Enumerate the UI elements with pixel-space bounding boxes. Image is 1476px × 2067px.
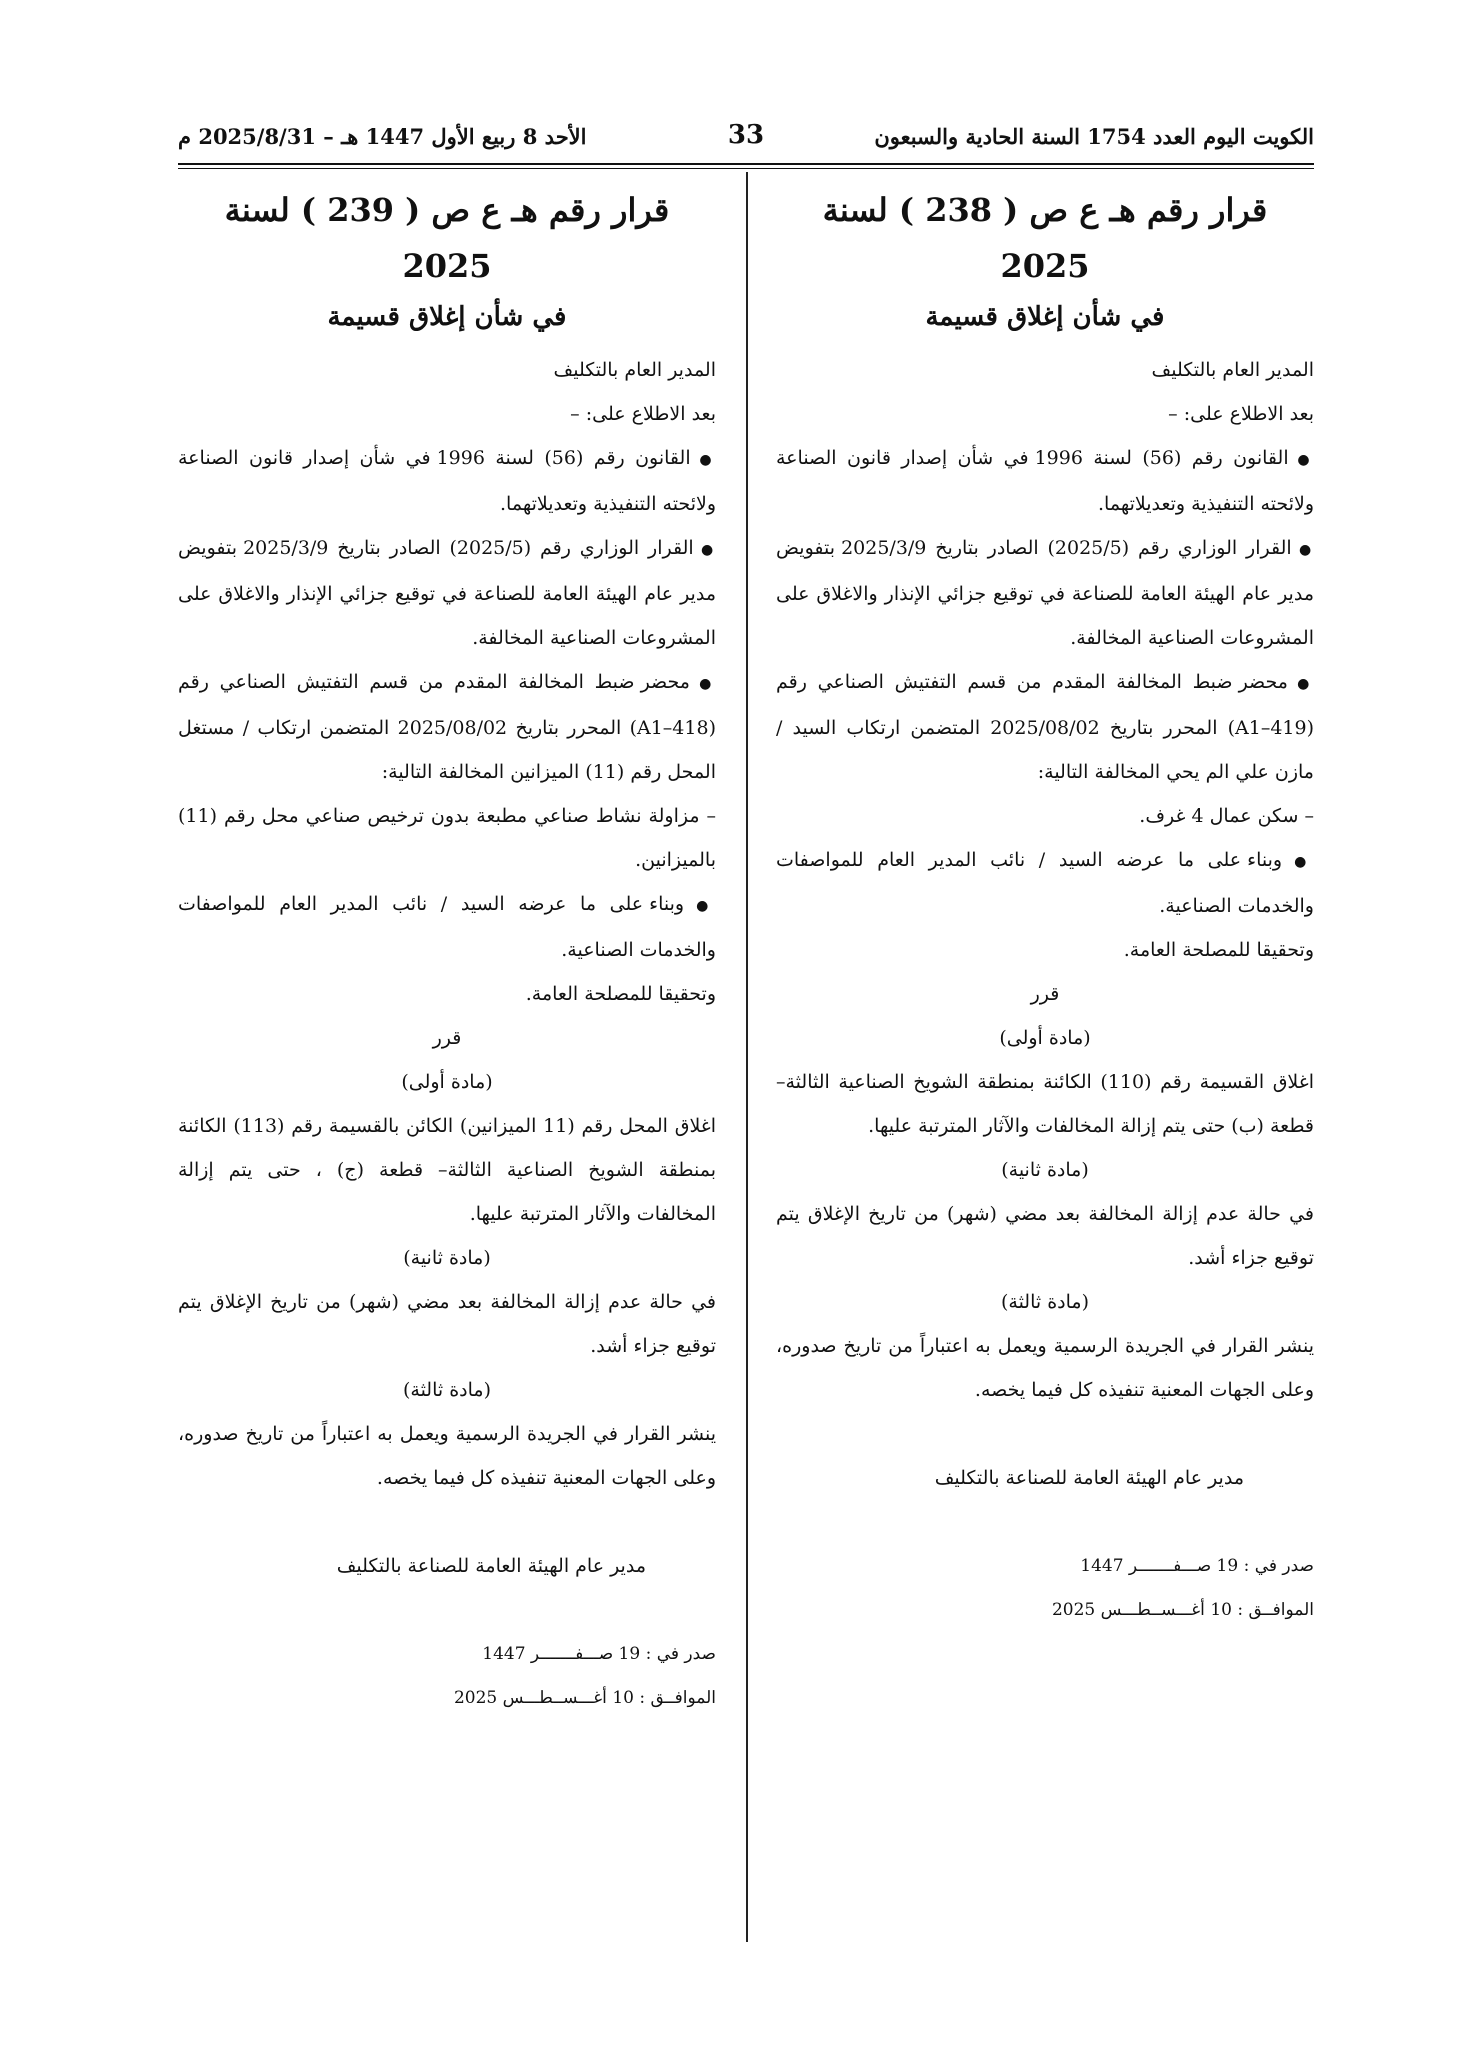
header-date: الأحد 8 ربيع الأول 1447 هـ – 2025/8/31 م xyxy=(178,124,587,149)
decision-238-article-2: في حالة عدم إزالة المخالفة بعد مضي (شهر) من تاريخ الإغلاق يتم توقيع جزاء أشد. xyxy=(776,1203,1314,1269)
page-header xyxy=(178,118,1314,158)
decision-239-corresponding-date: الموافــق : 10 أغـــســطـــس 2025 xyxy=(453,1688,716,1708)
decision-238-corresponding-date: الموافــق : 10 أغـــســطـــس 2025 xyxy=(1051,1600,1314,1620)
header-issue-info: الكويت اليوم العدد 1754 السنة الحادية والسبعون xyxy=(874,124,1314,149)
decision-239-article-2: في حالة عدم إزالة المخالفة بعد مضي (شهر) من تاريخ الإغلاق يتم توقيع جزاء أشد. xyxy=(178,1291,716,1357)
page-number: 33 xyxy=(727,120,765,150)
decision-239-director: المدير العام بالتكليف xyxy=(553,359,716,381)
decision-238-subtitle: في شأن إغلاق قسيمة xyxy=(925,302,1165,332)
decision-239-ministerial: ● القرار الوزاري رقم (2025/5) الصادر بتاريخ 2025/3/9 بتفويض مدير عام الهيئة العامة للصناعة في توقيع جزائي الإنذار والاغلاق على المشروعات الصناعية المخالفة. xyxy=(178,526,716,660)
decision-239-title: قرار رقم هـ ع ص ( 239 ) لسنة 2025 xyxy=(224,191,670,285)
decision-238-issued-date: صدر في : 19 صـــفـــــــر 1447 xyxy=(1080,1556,1314,1576)
decision-238-public-interest: وتحقيقا للمصلحة العامة. xyxy=(1123,939,1314,961)
decision-238-signature: مدير عام الهيئة العامة للصناعة بالتكليف xyxy=(934,1467,1244,1489)
decision-238-column xyxy=(776,178,1314,1632)
decision-239-after-review: بعد الاطلاع على: – xyxy=(570,403,716,425)
decision-239-issued-date: صدر في : 19 صـــفـــــــر 1447 xyxy=(482,1644,716,1664)
decision-239-article-1-heading: (مادة أولى) xyxy=(401,1071,493,1093)
decision-238-title: قرار رقم هـ ع ص ( 238 ) لسنة 2025 xyxy=(822,191,1268,285)
decision-239-deputy: ● وبناء على ما عرضه السيد / نائب المدير العام للمواصفات والخدمات الصناعية. xyxy=(178,882,716,972)
column-divider xyxy=(746,172,748,1942)
decision-238-article-3: ينشر القرار في الجريدة الرسمية ويعمل به اعتباراً من تاريخ صدوره، وعلى الجهات المعنية تنفيذه كل فيما يخصه. xyxy=(776,1335,1314,1401)
header-rule-thin xyxy=(178,168,1314,169)
decision-239-law: ● القانون رقم (56) لسنة 1996 في شأن إصدار قانون الصناعة ولائحته التنفيذية وتعديلاتهما. xyxy=(178,436,716,526)
decision-239-signature: مدير عام الهيئة العامة للصناعة بالتكليف xyxy=(336,1555,646,1577)
decision-238-article-3-heading: (مادة ثالثة) xyxy=(1000,1291,1090,1313)
decision-239-decided: قرر xyxy=(432,1027,462,1049)
decision-238-violation-item: – سكن عمال 4 غرف. xyxy=(1139,805,1314,827)
header-rule-thick xyxy=(178,163,1314,165)
decision-238-ministerial: ● القرار الوزاري رقم (2025/5) الصادر بتاريخ 2025/3/9 بتفويض مدير عام الهيئة العامة للصناعة في توقيع جزائي الإنذار والاغلاق على المشروعات الصناعية المخالفة. xyxy=(776,526,1314,660)
decision-238-decided: قرر xyxy=(1030,983,1060,1005)
decision-239-column xyxy=(178,178,716,1720)
decision-239-public-interest: وتحقيقا للمصلحة العامة. xyxy=(525,983,716,1005)
decision-239-article-1: اغلاق المحل رقم (11 الميزانين) الكائن بالقسيمة رقم (113) الكائنة بمنطقة الشويخ الصناعية الثالثة– قطعة (ج) ، حتى يتم إزالة المخالفات والآثار المترتبة عليها. xyxy=(178,1115,716,1225)
decision-239-article-3: ينشر القرار في الجريدة الرسمية ويعمل به اعتباراً من تاريخ صدوره، وعلى الجهات المعنية تنفيذه كل فيما يخصه. xyxy=(178,1423,716,1489)
decision-238-article-1-heading: (مادة أولى) xyxy=(999,1027,1091,1049)
decision-238-after-review: بعد الاطلاع على: – xyxy=(1168,403,1314,425)
decision-239-subtitle: في شأن إغلاق قسيمة xyxy=(327,302,567,332)
decision-239-article-3-heading: (مادة ثالثة) xyxy=(402,1379,492,1401)
decision-239-violation-report: ● محضر ضبط المخالفة المقدم من قسم التفتيش الصناعي رقم (A1–418) المحرر بتاريخ 2025/08/02 المتضمن ارتكاب / مستغل المحل رقم (11) الميزانين المخالفة التالية: xyxy=(178,660,716,794)
decision-239-article-2-heading: (مادة ثانية) xyxy=(403,1247,491,1269)
decision-238-violation-report: ● محضر ضبط المخالفة المقدم من قسم التفتيش الصناعي رقم (A1–419) المحرر بتاريخ 2025/08/02 المتضمن ارتكاب السيد / مازن علي الم يحي المخالفة التالية: xyxy=(776,660,1314,794)
decision-238-article-2-heading: (مادة ثانية) xyxy=(1001,1159,1089,1181)
decision-238-deputy: ● وبناء على ما عرضه السيد / نائب المدير العام للمواصفات والخدمات الصناعية. xyxy=(776,838,1314,928)
decision-239-violation-item: – مزاولة نشاط صناعي مطبعة بدون ترخيص صناعي محل رقم (11) بالميزانين. xyxy=(178,805,716,871)
decision-238-law: ● القانون رقم (56) لسنة 1996 في شأن إصدار قانون الصناعة ولائحته التنفيذية وتعديلاتهما. xyxy=(776,436,1314,526)
decision-238-article-1: اغلاق القسيمة رقم (110) الكائنة بمنطقة الشويخ الصناعية الثالثة– قطعة (ب) حتى يتم إزالة المخالفات والآثار المترتبة عليها. xyxy=(776,1071,1314,1137)
decision-238-director: المدير العام بالتكليف xyxy=(1151,359,1314,381)
